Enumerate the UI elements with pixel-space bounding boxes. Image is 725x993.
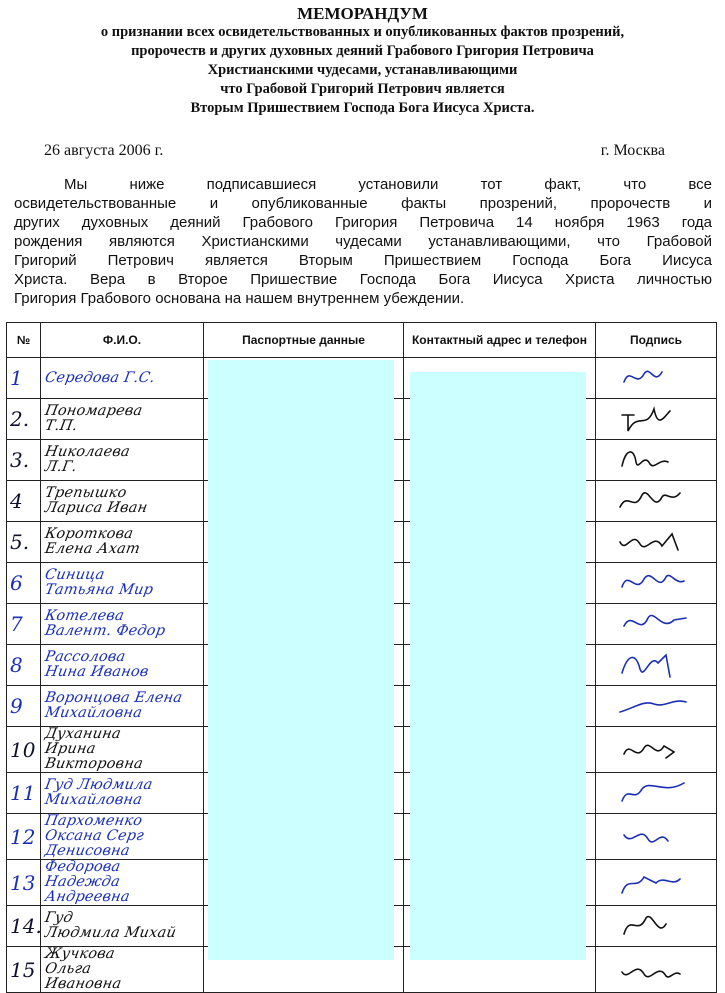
memorandum-body xyxy=(14,175,712,308)
handwritten-name-line: Короткова xyxy=(43,526,135,542)
header-sign: Подпись xyxy=(596,323,717,358)
memorandum-title: МЕМОРАНДУМ xyxy=(297,4,428,23)
row-signature xyxy=(596,686,717,727)
redaction-passport xyxy=(208,360,394,960)
row-signature xyxy=(596,563,717,604)
row-signature xyxy=(596,727,717,773)
handwritten-name-line: Андреевна xyxy=(43,889,132,905)
body-line: рождения являются Христианскими чудесами устанавливающими, что Грабовой xyxy=(14,233,712,250)
row-number: 10 xyxy=(7,727,41,773)
signature-stroke xyxy=(624,615,686,626)
signature-scribble xyxy=(614,647,698,683)
handwritten-name-line: Федорова xyxy=(43,859,122,875)
handwritten-name-line: Елена Ахат xyxy=(43,541,142,557)
row-number: 15 xyxy=(7,947,41,993)
row-number: 13 xyxy=(7,860,41,906)
row-fio xyxy=(41,399,204,440)
header-contact: Контактный адрес и телефон xyxy=(404,323,596,358)
row-number: 1 xyxy=(7,358,41,399)
signature-stroke xyxy=(620,534,678,550)
row-fio xyxy=(41,604,204,645)
row-signature xyxy=(596,522,717,563)
header-passport: Паспортные данные xyxy=(204,323,404,358)
signature-scribble xyxy=(614,819,698,855)
handwritten-name-line: Викторовна xyxy=(43,756,145,772)
signature-scribble xyxy=(614,524,698,560)
row-number: 14. xyxy=(7,906,41,947)
header-line: что Грабовой Григорий Петрович является xyxy=(220,81,505,97)
signature-scribble xyxy=(614,401,698,437)
handwritten-name-line: Гуд Людмила xyxy=(43,777,154,793)
handwritten-name-line: Михайловна xyxy=(43,792,144,808)
signature-stroke xyxy=(622,969,680,977)
row-signature xyxy=(596,481,717,522)
body-line: других духовных деяний Грабового Григория Петровича 14 ноября 1963 года xyxy=(14,214,712,231)
handwritten-name-line: Т.П. xyxy=(43,418,79,434)
signature-stroke xyxy=(620,701,686,712)
signature-scribble xyxy=(614,688,698,724)
signature-scribble xyxy=(614,565,698,601)
document-date: 26 августа 2006 г. xyxy=(44,142,164,159)
signature-stroke xyxy=(624,745,674,758)
row-number: 3. xyxy=(7,440,41,481)
body-line: Григория Грабового основана на нашем внутреннем убеждении. xyxy=(14,290,465,307)
header-num: № xyxy=(7,323,41,358)
signature-stroke xyxy=(622,783,684,801)
handwritten-name-line: Л.Г. xyxy=(43,459,79,475)
signature-scribble xyxy=(614,732,698,768)
handwritten-name-line: Трепышко xyxy=(43,485,128,501)
row-fio xyxy=(41,440,204,481)
signature-stroke xyxy=(624,917,666,934)
row-number: 8 xyxy=(7,645,41,686)
table-header-row xyxy=(7,323,717,358)
handwritten-name-line: Ольга xyxy=(43,961,93,977)
header-line: о признании всех освидетельствованных и опубликованных фактов прозрений, xyxy=(100,24,625,40)
row-number: 7 xyxy=(7,604,41,645)
handwritten-name-line: Денисовна xyxy=(43,843,132,859)
handwritten-name-line: Людмила Михай xyxy=(43,925,178,941)
signature-stroke xyxy=(622,452,668,466)
signature-scribble xyxy=(614,952,698,988)
row-fio xyxy=(41,358,204,399)
body-line: освидетельствованные и опубликованные факты прозрений, пророчеств и xyxy=(14,195,712,212)
signature-scribble xyxy=(614,865,698,901)
row-signature xyxy=(596,860,717,906)
handwritten-name-line: Пономарева xyxy=(43,403,144,419)
row-number: 12 xyxy=(7,814,41,860)
signature-scribble xyxy=(614,360,698,396)
signature-scribble xyxy=(614,442,698,478)
row-signature xyxy=(596,645,717,686)
signature-scribble xyxy=(614,908,698,944)
document-city: г. Москва xyxy=(600,142,665,159)
redaction-contact xyxy=(410,372,586,960)
row-signature xyxy=(596,358,717,399)
row-number: 5. xyxy=(7,522,41,563)
row-number: 11 xyxy=(7,773,41,814)
handwritten-name-line: Гуд xyxy=(43,910,75,926)
header-line: пророчеств и других духовных деяний Грабового Григория Петровича xyxy=(131,43,594,59)
header-fio: Ф.И.О. xyxy=(41,323,204,358)
handwritten-name-line: Рассолова xyxy=(43,649,127,665)
handwritten-name-line: Нина Иванов xyxy=(43,664,150,680)
handwritten-name-line: Воронцова Елена xyxy=(43,690,184,706)
row-fio xyxy=(41,773,204,814)
body-line: Григорий Петрович является Вторым Пришествием Господа Бога Иисуса xyxy=(14,252,712,269)
row-fio xyxy=(41,645,204,686)
handwritten-name-line: Николаева xyxy=(43,444,132,460)
row-fio xyxy=(41,522,204,563)
signature-stroke xyxy=(622,655,670,677)
row-fio xyxy=(41,906,204,947)
handwritten-name-line: Татьяна Мир xyxy=(43,582,155,598)
signature-scribble xyxy=(614,775,698,811)
signature-stroke xyxy=(624,371,662,382)
header-line: Вторым Пришествием Господа Бога Иисуса Христа. xyxy=(190,100,535,116)
handwritten-name-line: Котелева xyxy=(43,608,126,624)
row-signature xyxy=(596,773,717,814)
row-fio xyxy=(41,686,204,727)
row-number: 9 xyxy=(7,686,41,727)
row-number: 6 xyxy=(7,563,41,604)
handwritten-name-line: Оксана Серг xyxy=(43,828,146,844)
handwritten-name-line: Пархоменко xyxy=(43,813,144,829)
handwritten-name-line: Ивановна xyxy=(43,976,123,992)
signature-stroke xyxy=(622,409,670,431)
handwritten-name-line: Духанина xyxy=(43,726,123,742)
handwritten-name-line: Синица xyxy=(43,567,106,583)
row-signature xyxy=(596,604,717,645)
row-signature xyxy=(596,947,717,993)
signature-stroke xyxy=(622,877,680,893)
handwritten-name-line: Жучкова xyxy=(43,946,117,962)
row-fio xyxy=(41,727,204,773)
signature-scribble xyxy=(614,606,698,642)
handwritten-name-line: Михайловна xyxy=(43,705,144,721)
signature-stroke xyxy=(622,575,684,587)
body-line: Христа. Вера в Второе Пришествие Господа Бога Иисуса Христа личностью xyxy=(14,271,712,288)
row-number: 4 xyxy=(7,481,41,522)
body-line: Мы ниже подписавшиеся установили тот факт, что все xyxy=(64,176,712,193)
header-line: Христианскими чудесами, устанавливающими xyxy=(207,62,518,78)
row-fio xyxy=(41,563,204,604)
memorandum-header xyxy=(0,4,725,118)
row-signature xyxy=(596,399,717,440)
handwritten-name-line: Валент. Федор xyxy=(43,623,167,639)
row-fio xyxy=(41,860,204,906)
handwritten-name-line: Надежда xyxy=(43,874,122,890)
handwritten-name-line: Лариса Иван xyxy=(43,500,149,516)
row-fio xyxy=(41,481,204,522)
handwritten-name-line: Ирина xyxy=(43,741,97,757)
handwritten-name-line: Середова Г.С. xyxy=(43,369,157,386)
row-fio xyxy=(41,947,204,993)
row-signature xyxy=(596,440,717,481)
signature-scribble xyxy=(614,483,698,519)
row-number: 2. xyxy=(7,399,41,440)
signature-stroke xyxy=(620,493,680,507)
signature-stroke xyxy=(624,834,668,842)
row-signature xyxy=(596,814,717,860)
row-signature xyxy=(596,906,717,947)
row-fio xyxy=(41,814,204,860)
